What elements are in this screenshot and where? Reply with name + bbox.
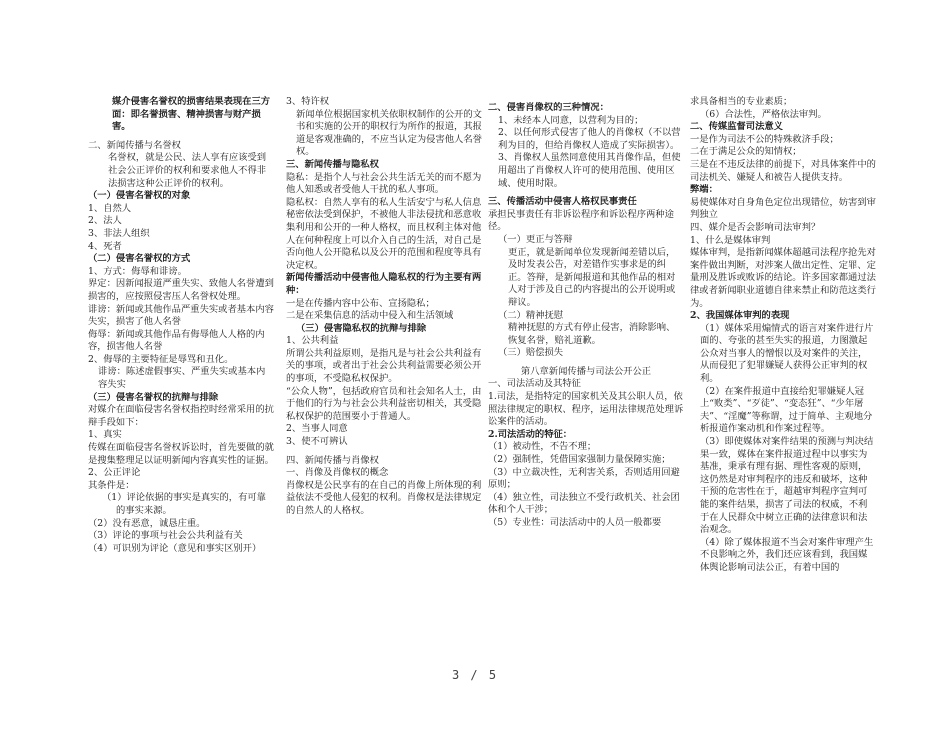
column-3	[488, 96, 684, 530]
reputation-right-definition: 名誉权，就是公民、法人享有应该受到社会公正评价的权利和要求他人不得非法损害这种公正评价的权利。	[108, 152, 267, 189]
list-item: 1、什么是媒体审判	[690, 234, 771, 246]
list-item: （3）中立裁决性，无利害关系，否则适用回避原则；	[488, 466, 680, 491]
subheading: （二）侵害名誉权的方式	[88, 253, 191, 265]
paragraph: 易使媒体对自身角色定位出现错位，妨害到审判独立	[690, 196, 876, 221]
media-trial-definition: 媒体审判，是指新闻媒体超越司法程序抢先对案件做出判断，对涉案人做出定性、定罪、定量刑及胜诉或败诉的结论。许多国家都通过法律或者新闻职业道德自律来禁止和防范这类行为。	[690, 247, 876, 309]
list-item: 3、肖像权人虽然同意使用其肖像作品，但使用超出了肖像权人许可的使用范围、使用区域、使用时限。	[498, 152, 681, 189]
list-item: （5）专业性：司法活动中的人员一般都要	[488, 517, 662, 528]
paragraph: 新闻单位根据国家机关依职权制作的公开的文书和实施的公开的职权行为所作的报道，其报道是客观准确的，不应当认定为侵害他人名誉权。	[296, 108, 482, 158]
subheading: （三）赔偿损失	[498, 347, 564, 359]
paragraph: 2、侮辱的主要特征是辱骂和丑化。	[88, 353, 234, 365]
paragraph: 1.司法，是指特定的国家机关及其公职人员，依照法律规定的职权、程序，运用法律规范处理诉讼案件的活动。	[488, 391, 684, 428]
section-heading: 三、传播活动中侵害人格权民事责任	[488, 196, 637, 208]
subheading: 新闻传播活动中侵害他人隐私权的行为主要有两种：	[286, 272, 482, 296]
list-item: 3、非法人组织	[88, 227, 150, 239]
subheading: 2、我国媒体审判的表现	[690, 310, 790, 322]
list-item: 3、特许权	[286, 96, 330, 107]
list-item: （6）合法性，严格依法审判。	[700, 108, 827, 120]
list-item: 1、未经本人同意，以营利为目的；	[498, 114, 644, 126]
paragraph: 诽谤：新闻或其他作品严重失实或者基本内容失实，损害了他人名誉	[88, 303, 274, 328]
section-heading: 二、传媒监督司法意义	[690, 121, 783, 133]
list-item: 1、公共利益	[286, 335, 339, 347]
list-item: （3）评论的事项与社会公共利益有关	[88, 530, 243, 542]
subheading: （三）侵害隐私权的抗辩与排除	[296, 322, 427, 334]
section-heading: 一、司法活动及其特征	[488, 378, 581, 390]
subheading: （一）侵害名誉权的对象	[88, 190, 191, 202]
paragraph: “公众人物”，包括政府官员和社会知名人士，由于他们的行为与社会公共利益密切相关，其受隐私权保护的范围要小于普通人。	[286, 385, 482, 422]
list-item: （1）被动性，不告不理；	[488, 441, 597, 453]
paragraph: （1）媒体采用煽情式的语言对案件进行片面的、夸张的甚至失实的报道，力图激起公众对当事人的憎恨以及对案件的关注，从而侵犯了犯罪嫌疑人获得公正审判的权利。	[700, 322, 874, 385]
paragraph: 二是在采集信息的活动中侵入和生活领域	[286, 310, 454, 322]
subheading: （一）更正与答辩	[498, 233, 573, 245]
paragraph: 传媒在面临侵害名誉权诉讼时，首先要做的就是搜集整理足以证明新闻内容真实性的证据。	[88, 442, 274, 466]
list-item: 三是在不违反法律的前提下，对具体案件中的司法机关、嫌疑人和被告人提供支持。	[690, 158, 876, 183]
subheading: 弊端：	[690, 184, 718, 196]
paragraph: （3）即使媒体对案件结果的预测与判决结果一致，媒体在案件报道过程中以事实为基准，秉承有理有据、理性客观的原则，这仍然是对审判程序的违反和破坏，这种干预的危害性在于，超越审判程序宣判可能的案件结果，损害了司法的权威，不利于在人民群众中树立正确的法律意识和法治观念。	[700, 436, 874, 536]
privacy-right-definition: 隐私权：自然人享有的私人生活安宁与私人信息秘密依法受到保护，不被他人非法侵扰和恶意收集利用和公开的一种人格权，而且权利主体对他人在何种程度上可以介入自己的生活，对自己是否向他人公开隐私以及公开的范围和程度等具有决定权。	[286, 196, 482, 271]
paragraph: 一是在传播内容中公布、宣扬隐私；	[286, 297, 435, 309]
paragraph: （2）在案件报道中直接给犯罪嫌疑人冠上“败类”、“歹徒”、“变态狂”、“少年屠夫”、“淫魔”等称谓，过于简单、主观地分析报道作案动机和作案过程等。	[700, 385, 873, 435]
list-item: 一是作为司法不公的特殊救济手段；	[690, 133, 839, 145]
list-item: 3、使不可辨认	[286, 436, 348, 448]
list-item: 2、法人	[88, 215, 122, 227]
subheading: 一、肖像及肖像权的概念	[286, 467, 389, 479]
column-4	[690, 96, 876, 575]
list-item: （4）独立性，司法独立不受行政机关、社会团体和个人干涉；	[488, 491, 680, 516]
list-item: （1）评论依据的事实是真实的，有可靠的事实来源。	[102, 492, 266, 516]
list-item: 2、以任何形式侵害了他人的肖像权（不以营利为目的，但给肖像权人造成了实际损害）。	[498, 127, 681, 151]
paragraph: 求具备相当的专业素质；	[690, 96, 793, 107]
subheading: 2.司法活动的特征：	[488, 428, 573, 440]
paragraph: 其条件是：	[88, 479, 135, 491]
chapter-title: 第八章新闻传播与司法公开公正	[520, 365, 652, 377]
paragraph: 承担民事责任有非诉讼程序和诉讼程序两种途径。	[488, 208, 674, 233]
paragraph: （4）除了媒体报道不当会对案件审理产生不良影响之外，我们还应该看到，我国媒体舆论影响司法公正，有着中国的	[700, 536, 874, 573]
privacy-definition: 隐私：是指个人与社会公共生活无关的而不愿为他人知悉或者受他人干扰的私人事项。	[286, 171, 482, 196]
subheading: （三）侵害名誉权的抗辩与排除	[88, 391, 219, 403]
list-item: （2）强制性，凭借国家强制力量保障实施；	[488, 454, 671, 466]
list-item: 2、当事人同意	[286, 423, 348, 435]
paragraph: 对媒介在面临侵害名誉权指控时经常采用的抗辩手段如下：	[88, 404, 274, 428]
page-indicator: 3 / 5	[451, 668, 499, 682]
list-item: 二在于满足公众的知情权；	[690, 146, 802, 158]
column-1	[88, 96, 274, 555]
section-heading: 二、侵害肖像权的三种情况：	[488, 102, 609, 113]
paragraph: 1、方式：侮辱和诽谤。	[88, 265, 187, 277]
section-heading: 四、媒介是否会影响司法审判？	[690, 221, 821, 233]
paragraph: 肖像权是公民享有的在自己的肖像上所体现的利益依法不受他人侵犯的权利。肖像权是法律规定的自然人的人格权。	[286, 479, 482, 516]
list-item: 1、自然人	[88, 202, 132, 214]
section-heading: 二、新闻传播与名誉权	[88, 139, 181, 151]
section-heading: 三、新闻传播与隐私权	[286, 158, 379, 170]
paragraph: 界定：因新闻报道严重失实、致他人名誉遭到损害的，应按照侵害压人名誉权处理。	[88, 278, 274, 302]
paragraph: 诽谤：陈述虚假事实、严重失实或基本内容失实	[98, 366, 266, 391]
list-item: （4）可识别为评论（意见和事实区别开）	[88, 542, 262, 554]
paragraph: 所谓公共利益原则，是指凡是与社会公共利益有关的事项，或者出于社会公共利益需要必须公开的事项，不受隐私权保护。	[286, 347, 482, 385]
section-heading: 四、新闻传播与肖像权	[286, 454, 379, 466]
damage-results-heading: 媒介侵害名誉权的损害结果表现在三方面：即名誉损害、精神损害与财产损害。	[112, 96, 271, 133]
paragraph: 更正，就是新闻单位发现新闻差错以后，及时发表公告，对差错作实事求是的纠正。答辩，是新闻报道和其他作品的相对人对于涉及自己的内容提出的公开说明或辩议。	[508, 246, 676, 308]
list-item: 4、死者	[88, 240, 122, 252]
list-item: 1、真实	[88, 429, 122, 441]
list-item: （2）没有恶意，诚恳庄重。	[88, 517, 206, 529]
paragraph: 精神抚慰的方式有停止侵害，消除影响、恢复名誉，赔礼道歉。	[508, 322, 676, 346]
column-2	[286, 96, 482, 518]
subheading: （二）精神抚慰	[498, 309, 564, 321]
list-item: 2、公正评论	[88, 467, 141, 479]
paragraph: 侮辱：新闻或其他作品有侮辱他人人格的内容，损害他人名誉	[88, 328, 265, 353]
